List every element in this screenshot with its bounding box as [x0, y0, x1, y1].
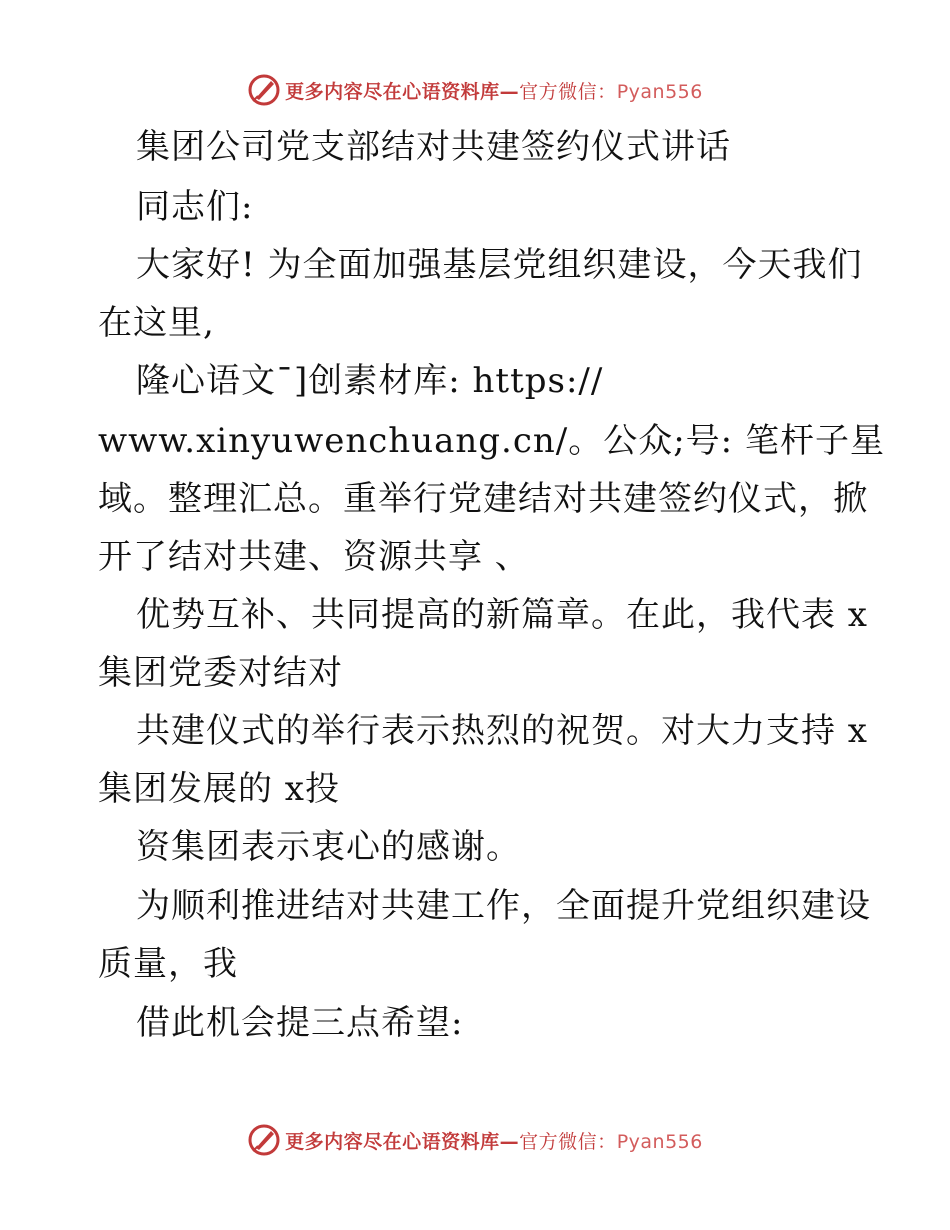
watermark-main-text: 更多内容尽在心语资料库	[285, 1130, 500, 1153]
paragraph-line: 共建仪式的举行表示热烈的祝贺。对大力支持 x	[136, 711, 868, 751]
salutation: 同志们:	[136, 187, 254, 227]
paragraph-line: 大家好! 为全面加强基层党组织建设，今天我们	[136, 245, 863, 285]
paragraph-line: 开了结对共建、资源共享 、	[98, 537, 530, 577]
watermark-text	[285, 77, 703, 104]
paragraph-line: 借此机会提三点希望:	[136, 1003, 464, 1043]
footer-watermark-banner	[0, 1120, 950, 1160]
watermark-wechat-label: 官方微信：	[519, 80, 617, 103]
quill-logo-icon	[247, 73, 281, 107]
paragraph-line: 集团党委对结对	[98, 653, 343, 693]
paragraph-line: 资集团表示衷心的感谢。	[136, 827, 521, 867]
watermark-wechat-id: Pyan556	[616, 1130, 703, 1153]
watermark-text	[285, 1127, 703, 1154]
paragraph-line: 优势互补、共同提高的新篇章。在此，我代表 x	[136, 595, 868, 635]
document-title: 集团公司党支部结对共建签约仪式讲话	[136, 127, 731, 167]
watermark-wechat-id: Pyan556	[616, 80, 703, 103]
paragraph-line: 域。整理汇总。重举行党建结对共建签约仪式，掀	[98, 479, 868, 519]
paragraph-line: 在这里,	[98, 303, 215, 343]
watermark-main-text: 更多内容尽在心语资料库	[285, 80, 500, 103]
paragraph-line: 隆心语文¯]创素材库: https://	[136, 361, 604, 401]
paragraph-line: 为顺利推进结对共建工作，全面提升党组织建设	[136, 886, 871, 926]
quill-logo-icon	[247, 1123, 281, 1157]
watermark-dash: —	[499, 80, 520, 103]
watermark-wechat-label: 官方微信：	[519, 1130, 617, 1153]
header-watermark-banner	[0, 70, 950, 110]
watermark-dash: —	[499, 1130, 520, 1153]
paragraph-line: www.xinyuwenchuang.cn/。公众;号: 笔杆子星	[98, 421, 885, 461]
paragraph-line: 集团发展的 x投	[98, 769, 340, 809]
paragraph-line: 质量，我	[98, 944, 238, 984]
